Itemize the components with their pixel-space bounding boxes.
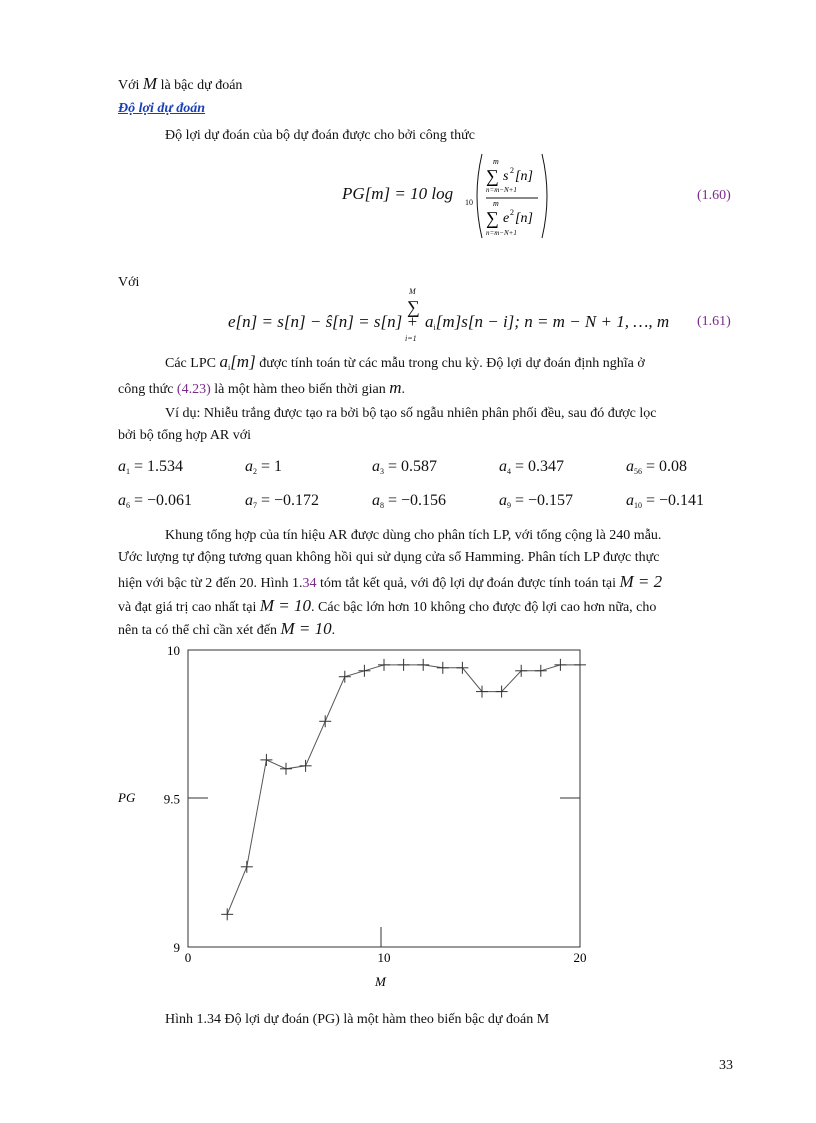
coef-sym: a xyxy=(118,458,126,475)
coef-sym: a xyxy=(499,492,507,509)
para-example-line1: Ví dụ: Nhiễu trắng được tạo ra bởi bộ tạo số ngẫu nhiên phân phối đều, sau đó được lọc xyxy=(165,406,657,421)
x-tick-label: 20 xyxy=(573,950,587,965)
frame-l3-post: tóm tắt kết quả, với độ lợi dự đoán được tính toán tại xyxy=(316,576,616,591)
with-label: Với xyxy=(118,275,140,290)
eq160-num-lower: n=m−N+1 xyxy=(486,186,517,194)
eq161-number: (1.61) xyxy=(697,314,731,329)
eq161-sum-bottom: i=1 xyxy=(405,334,417,343)
x-tick-labels xyxy=(185,950,587,965)
eq160-den-sq: 2 xyxy=(510,208,514,217)
lpc-var xyxy=(219,352,255,371)
coef-sym: a xyxy=(372,492,380,509)
data-point-marker xyxy=(339,671,351,683)
y-axis-label: PG xyxy=(118,790,136,805)
coef-a10 xyxy=(626,492,704,510)
coef-sub: 56 xyxy=(634,467,642,476)
data-point-marker xyxy=(378,659,390,671)
lpc-post: được tính toán từ các mẫu trong chu kỳ. Độ lợi dự đoán định nghĩa ở xyxy=(259,356,645,371)
coef-sub: 1 xyxy=(126,467,130,476)
para-frame-line3 xyxy=(118,572,662,592)
lpc-line2-pre: công thức xyxy=(118,382,174,397)
coef-sub: 7 xyxy=(253,501,257,510)
x-tick-label: 0 xyxy=(184,950,192,965)
eq161-sigma: ∑ xyxy=(407,297,420,317)
coef-a7 xyxy=(245,492,319,510)
coef-sym: a xyxy=(245,458,253,475)
coef-sym: a xyxy=(118,492,126,509)
eq160-num-top: m xyxy=(493,157,499,166)
lpc-line2-post: là một hàm theo biến thời gian xyxy=(214,382,386,397)
eq160-den-lower: n=m−N+1 xyxy=(486,229,517,237)
eq160-den-sigma: ∑ xyxy=(486,208,499,228)
eq160-log-base: 10 xyxy=(465,198,473,207)
eq160-num-sigma: ∑ xyxy=(486,166,499,186)
frame-l4-post: . Các bậc lớn hơn 10 không cho được độ lợi cao hơn nữa, cho xyxy=(311,600,657,615)
eq160-num-s: s xyxy=(503,169,509,184)
y-tick-label: 9.5 xyxy=(163,791,180,807)
data-point-marker xyxy=(398,659,410,671)
coef-a6 xyxy=(118,492,192,510)
coef-a3 xyxy=(372,458,437,476)
para-example-line2: bởi bộ tổng hợp AR với xyxy=(118,428,252,443)
coef-sub: 3 xyxy=(380,467,384,476)
figure-ref-link[interactable]: 34 xyxy=(302,576,317,591)
coef-a1 xyxy=(118,458,183,476)
data-point-marker xyxy=(574,659,586,671)
data-point-marker xyxy=(535,665,547,677)
coef-sub: 8 xyxy=(380,501,384,510)
y-tick-labels xyxy=(164,643,180,955)
intro-text-2: là bậc dự đoán xyxy=(160,78,243,93)
lpc-a: a xyxy=(219,352,228,371)
eq160-num-sq: 2 xyxy=(510,166,514,175)
figure-caption: Hình 1.34 Độ lợi dự đoán (PG) là một hàm theo biến bậc dự đoán M xyxy=(165,1012,550,1027)
frame-l3-pre: hiện với bậc từ 2 đến 20. Hình 1. xyxy=(118,576,303,591)
data-point-marker xyxy=(417,659,429,671)
eq160-den-arg: [n] xyxy=(515,211,533,226)
intro-text: Với xyxy=(118,78,140,93)
coef-sub: 6 xyxy=(126,501,130,510)
intro-var: M xyxy=(142,74,158,93)
eq160-right-paren xyxy=(542,154,547,238)
coef-val: = −0.157 xyxy=(515,492,574,509)
eq160-num-arg: [n] xyxy=(515,169,533,184)
y-tick-label: 10 xyxy=(167,643,180,658)
pg-series-markers xyxy=(221,659,586,920)
coef-sym: a xyxy=(499,458,507,475)
eq161-sum-top: M xyxy=(409,287,416,296)
para-lpc-line2 xyxy=(118,378,405,398)
eq160-left-paren xyxy=(477,154,482,238)
coef-sub: 4 xyxy=(507,467,511,476)
y-tick-label: 9 xyxy=(173,940,180,955)
lpc-a-sub: i xyxy=(227,363,231,372)
eq161-rest: [m]s[n − i]; n = m − N + 1, …, m xyxy=(435,312,670,331)
para-lpc-line1 xyxy=(165,352,645,372)
frame-l5-end: . xyxy=(331,623,336,638)
eq160-number: (1.60) xyxy=(697,188,731,203)
para-frame-line2: Ước lượng tự động tương quan không hồi qui sử dụng cửa sổ Hamming. Phân tích LP được thực xyxy=(118,550,660,565)
section-heading[interactable]: Độ lợi dự đoán xyxy=(118,101,206,116)
eq160-fraction xyxy=(474,152,550,240)
coef-sym: a xyxy=(626,458,634,475)
data-point-marker xyxy=(260,754,272,766)
eq161-left: e[n] = s[n] − ŝ[n] = s[n] + xyxy=(228,312,418,331)
coef-val: = −0.172 xyxy=(261,492,320,509)
coef-val: = 0.347 xyxy=(515,458,565,475)
coef-sym: a xyxy=(626,492,634,509)
lpc-a-rest: [m] xyxy=(230,352,256,371)
para-frame-line5 xyxy=(118,619,335,639)
coef-val: = −0.141 xyxy=(646,492,705,509)
sentence-formula-intro: Độ lợi dự đoán của bộ dự đoán được cho bởi công thức xyxy=(165,128,475,143)
frame-l4-pre: và đạt giá trị cao nhất tại xyxy=(118,600,257,615)
coef-sub: 9 xyxy=(507,501,511,510)
pg-chart xyxy=(110,640,590,995)
eq161-a-sub: i xyxy=(433,323,436,332)
coef-sub: 2 xyxy=(253,467,257,476)
eq161-a: a xyxy=(425,312,434,331)
page-number: 33 xyxy=(719,1058,733,1073)
coef-val: = −0.156 xyxy=(388,492,447,509)
coef-a8 xyxy=(372,492,446,510)
data-point-marker xyxy=(241,861,253,873)
eq160-den-e: e xyxy=(503,211,510,226)
x-tick-label: 10 xyxy=(377,950,391,965)
data-point-marker xyxy=(358,665,370,677)
frame-l4-eq: M = 10 xyxy=(259,596,312,615)
coef-val: = 1.534 xyxy=(134,458,184,475)
frame-l3-eq: M = 2 xyxy=(619,572,663,591)
para-frame-line1: Khung tổng hợp của tín hiệu AR được dùng cho phân tích LP, với tổng cộng là 240 mẫu. xyxy=(165,528,662,543)
data-point-marker xyxy=(300,760,312,772)
eq161-body xyxy=(425,312,669,332)
coef-sub: 10 xyxy=(634,501,642,510)
coef-a2 xyxy=(245,458,282,476)
lpc-pre: Các LPC xyxy=(165,356,216,371)
data-point-marker xyxy=(437,662,449,674)
data-point-marker xyxy=(456,662,468,674)
coef-a56 xyxy=(626,458,687,476)
coef-val: = 0.08 xyxy=(646,458,688,475)
frame-l5-eq: M = 10 xyxy=(280,619,332,638)
data-point-marker xyxy=(476,686,488,698)
para-frame-line4 xyxy=(118,596,656,616)
eq160-lhs: PG[m] = 10 log xyxy=(342,184,454,203)
data-point-marker xyxy=(221,908,233,920)
coef-val: = 0.587 xyxy=(388,458,438,475)
frame-l5-pre: nên ta có thể chỉ cần xét đến xyxy=(118,623,277,638)
coef-val: = 1 xyxy=(261,458,283,475)
coef-a9 xyxy=(499,492,573,510)
coef-sym: a xyxy=(372,458,380,475)
data-point-marker xyxy=(554,659,566,671)
coef-val: = −0.061 xyxy=(134,492,193,509)
eq160-den-top: m xyxy=(493,199,499,208)
pg-series-line xyxy=(227,665,580,914)
chart-frame xyxy=(188,650,580,947)
intro-line xyxy=(118,74,242,94)
equation-ref-link[interactable]: (4.23) xyxy=(176,382,211,397)
lpc-line2-var: m xyxy=(389,378,402,397)
coef-sym: a xyxy=(245,492,253,509)
coef-a4 xyxy=(499,458,564,476)
data-point-marker xyxy=(319,715,331,727)
data-point-marker xyxy=(280,763,292,775)
x-axis-label: M xyxy=(375,974,386,989)
lpc-line2-end: . xyxy=(401,382,405,397)
